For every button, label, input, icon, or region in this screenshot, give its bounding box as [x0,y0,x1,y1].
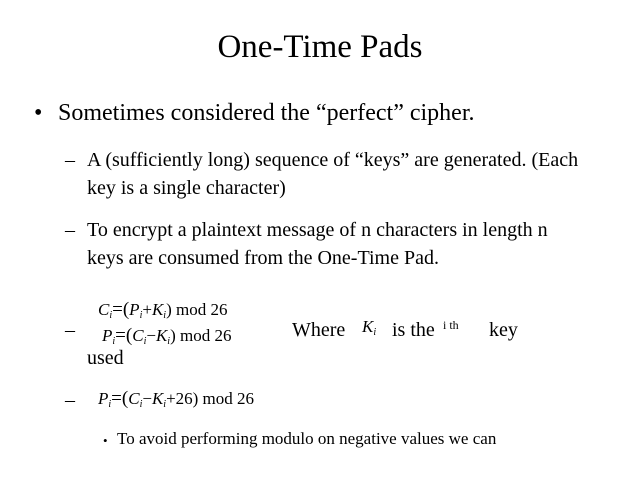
bullet-dot: • [34,100,43,126]
formula-symbol: C [128,389,140,408]
formula-subscript: i [112,336,116,347]
dash-4: – [65,389,75,411]
formula-subscript: i [109,310,113,321]
formula-subscript: i [143,336,147,347]
bullet-text: Sometimes considered the “perfect” cipher. [58,100,475,126]
formula-symbol: P [129,300,140,319]
formula-subscript: i [139,310,143,321]
key-symbol: $K_i$ [362,317,377,338]
formula-symbol: K [151,300,164,319]
sub-sub-bullet-negative-values: To avoid performing modulo on negative values we can [117,429,497,448]
formula-symbol: C [98,300,110,319]
formula-tail: +26) mod 26 [166,389,255,408]
dash-3: – [65,319,75,341]
formula-subscript: i [139,399,143,410]
where-text: Where [292,319,346,341]
encrypt-formula [98,300,227,320]
formula-subscript: i [108,399,112,410]
decrypt-formula [102,326,231,346]
used-text: used [87,347,124,369]
key-text: key [489,319,518,341]
formula-tail: ) mod 26 [166,300,228,319]
dash-2: – [65,219,75,241]
formula-op: − [142,389,152,408]
formula-op: =( [112,299,130,320]
formula-op: − [146,326,156,345]
formula-op: =( [115,325,133,346]
formula-symbol: K [151,389,164,408]
formula-symbol: P [102,326,113,345]
dash-1: – [65,149,75,171]
formula-op: =( [111,388,129,409]
formula-subscript: i [163,399,167,410]
is-the-text: is the [392,319,435,341]
formula-symbol: C [132,326,144,345]
formula-symbol: K [155,326,168,345]
slide-title: One-Time Pads [217,29,423,65]
formula-op: + [142,300,152,319]
sub-sub-bullet-dot: • [103,433,108,448]
sub-bullet-encrypt-plaintext: To encrypt a plaintext message of n characters in length n keys are consumed from the One-Time Pad. [87,219,548,269]
ith-superscript: i th [443,318,459,332]
mod-formula [98,389,254,409]
formula-tail: ) mod 26 [170,326,232,345]
formula-symbol: P [98,389,109,408]
formula-subscript: i [163,310,167,321]
formula-subscript: i [167,336,171,347]
sub-bullet-keys-generated: A (sufficiently long) sequence of “keys” are generated. (Each key is a single character) [87,149,579,199]
